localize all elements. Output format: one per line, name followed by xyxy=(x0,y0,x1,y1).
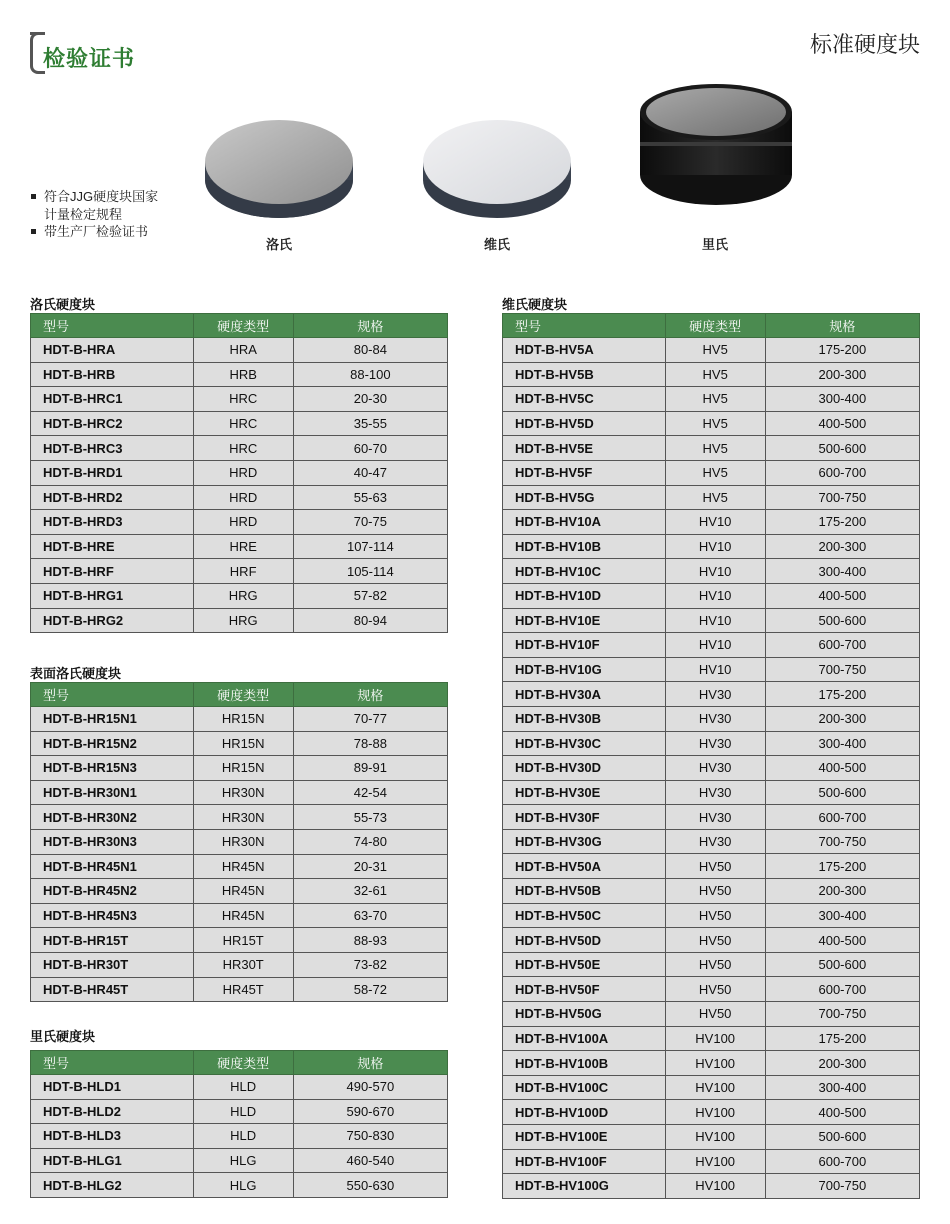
cell-range: 600-700 xyxy=(765,977,919,1002)
leeb-block-image xyxy=(636,80,796,210)
cell-type: HR45N xyxy=(193,854,293,879)
cell-range: 700-750 xyxy=(765,1002,919,1027)
table-row xyxy=(503,1125,920,1150)
cell-range: 74-80 xyxy=(293,829,447,854)
cell-type: HLG xyxy=(193,1173,293,1198)
table-row xyxy=(503,780,920,805)
table-row xyxy=(31,411,448,436)
table-row xyxy=(31,707,448,732)
table-row xyxy=(503,534,920,559)
cell-type: HV10 xyxy=(665,633,765,658)
cell-type: HV30 xyxy=(665,731,765,756)
cell-type: HV30 xyxy=(665,780,765,805)
cell-type: HV10 xyxy=(665,510,765,535)
cell-range: 20-31 xyxy=(293,854,447,879)
cell-range: 200-300 xyxy=(765,879,919,904)
table-row xyxy=(31,731,448,756)
cell-model: HDT-B-HLG1 xyxy=(31,1148,194,1173)
cell-type: HV100 xyxy=(665,1075,765,1100)
table-row xyxy=(31,805,448,830)
cell-type: HV5 xyxy=(665,436,765,461)
table-row xyxy=(503,1075,920,1100)
cell-range: 600-700 xyxy=(765,633,919,658)
cell-type: HRC xyxy=(193,436,293,461)
cell-model: HDT-B-HR45T xyxy=(31,977,194,1002)
cell-type: HRD xyxy=(193,460,293,485)
cell-range: 70-77 xyxy=(293,707,447,732)
cell-range: 175-200 xyxy=(765,682,919,707)
table-row xyxy=(503,805,920,830)
cell-range: 400-500 xyxy=(765,411,919,436)
table-row xyxy=(503,1100,920,1125)
page-title: 标准硬度块 xyxy=(809,32,920,57)
cell-range: 500-600 xyxy=(765,608,919,633)
cell-range: 175-200 xyxy=(765,854,919,879)
cell-range: 58-72 xyxy=(293,977,447,1002)
column-header-range: 规格 xyxy=(293,1051,447,1075)
vickers-section-title: 维氏硬度块 xyxy=(502,297,568,312)
table-row xyxy=(503,829,920,854)
column-header-type: 硬度类型 xyxy=(193,1051,293,1075)
product-caption: 洛氏 xyxy=(265,237,292,252)
cell-range: 500-600 xyxy=(765,1125,919,1150)
cell-type: HR45T xyxy=(193,977,293,1002)
table-row xyxy=(31,952,448,977)
table-row xyxy=(31,460,448,485)
cell-type: HV30 xyxy=(665,682,765,707)
cell-type: HV30 xyxy=(665,805,765,830)
table-row xyxy=(31,583,448,608)
cell-model: HDT-B-HV50A xyxy=(503,854,666,879)
table-row xyxy=(503,1026,920,1051)
cell-range: 300-400 xyxy=(765,1075,919,1100)
table-row xyxy=(503,928,920,953)
table-row xyxy=(503,731,920,756)
table-row xyxy=(503,633,920,658)
cell-type: HRG xyxy=(193,608,293,633)
cell-model: HDT-B-HRD2 xyxy=(31,485,194,510)
cell-model: HDT-B-HV30C xyxy=(503,731,666,756)
table-row xyxy=(31,854,448,879)
cell-model: HDT-B-HV10A xyxy=(503,510,666,535)
cell-range: 200-300 xyxy=(765,534,919,559)
cell-model: HDT-B-HV5A xyxy=(503,338,666,363)
table-row xyxy=(503,1002,920,1027)
cell-type: HV10 xyxy=(665,583,765,608)
cell-range: 400-500 xyxy=(765,1100,919,1125)
cell-model: HDT-B-HR45N3 xyxy=(31,903,194,928)
cell-type: HLD xyxy=(193,1099,293,1124)
cell-range: 175-200 xyxy=(765,1026,919,1051)
table-row xyxy=(503,436,920,461)
table-row xyxy=(31,1075,448,1100)
table-row xyxy=(503,977,920,1002)
cell-type: HV10 xyxy=(665,559,765,584)
cell-range: 460-540 xyxy=(293,1148,447,1173)
rockwell-table xyxy=(30,313,448,633)
column-header-range: 规格 xyxy=(293,683,447,707)
cell-model: HDT-B-HR15N2 xyxy=(31,731,194,756)
cell-type: HR30N xyxy=(193,805,293,830)
table-row xyxy=(503,411,920,436)
cell-model: HDT-B-HR15N3 xyxy=(31,756,194,781)
cell-range: 300-400 xyxy=(765,903,919,928)
cell-type: HRD xyxy=(193,510,293,535)
cell-type: HV10 xyxy=(665,657,765,682)
cell-range: 700-750 xyxy=(765,829,919,854)
cell-type: HRB xyxy=(193,362,293,387)
cell-range: 88-100 xyxy=(293,362,447,387)
table-row xyxy=(503,952,920,977)
cell-range: 300-400 xyxy=(765,731,919,756)
certificate-logo xyxy=(30,30,150,72)
product-caption: 里氏 xyxy=(701,237,728,252)
cell-model: HDT-B-HR30N1 xyxy=(31,780,194,805)
cell-type: HR30N xyxy=(193,780,293,805)
cell-model: HDT-B-HLG2 xyxy=(31,1173,194,1198)
cell-model: HDT-B-HR45N2 xyxy=(31,879,194,904)
cell-model: HDT-B-HV30B xyxy=(503,706,666,731)
logo-text: 检验证书 xyxy=(43,46,136,71)
table-row xyxy=(503,460,920,485)
cell-range: 80-84 xyxy=(293,338,447,363)
table-row xyxy=(503,756,920,781)
cell-range: 20-30 xyxy=(293,387,447,412)
vickers-table xyxy=(502,313,920,1199)
leeb-table xyxy=(30,1050,448,1198)
table-row xyxy=(31,362,448,387)
cell-type: HRE xyxy=(193,534,293,559)
cell-type: HRD xyxy=(193,485,293,510)
feature-item: 符合JJG硬度块国家 xyxy=(30,188,158,206)
cell-type: HLD xyxy=(193,1075,293,1100)
cell-model: HDT-B-HLD3 xyxy=(31,1124,194,1149)
cell-type: HV100 xyxy=(665,1125,765,1150)
table-row xyxy=(31,1173,448,1198)
superficial-section-title: 表面洛氏硬度块 xyxy=(30,666,122,681)
cell-model: HDT-B-HV50F xyxy=(503,977,666,1002)
cell-type: HV5 xyxy=(665,485,765,510)
cell-range: 400-500 xyxy=(765,583,919,608)
table-row xyxy=(503,559,920,584)
table-row xyxy=(503,682,920,707)
cell-type: HV50 xyxy=(665,854,765,879)
cell-type: HLD xyxy=(193,1124,293,1149)
cell-model: HDT-B-HV10B xyxy=(503,534,666,559)
cell-range: 400-500 xyxy=(765,756,919,781)
cell-model: HDT-B-HRD1 xyxy=(31,460,194,485)
cell-model: HDT-B-HRC2 xyxy=(31,411,194,436)
rockwell-block-image xyxy=(200,110,358,220)
cell-model: HDT-B-HRA xyxy=(31,338,194,363)
cell-range: 550-630 xyxy=(293,1173,447,1198)
cell-model: HDT-B-HLD1 xyxy=(31,1075,194,1100)
table-row xyxy=(503,387,920,412)
cell-range: 200-300 xyxy=(765,706,919,731)
cell-type: HV100 xyxy=(665,1100,765,1125)
cell-range: 400-500 xyxy=(765,928,919,953)
cell-range: 57-82 xyxy=(293,583,447,608)
table-row xyxy=(503,706,920,731)
cell-model: HDT-B-HV50B xyxy=(503,879,666,904)
cell-type: HR45N xyxy=(193,903,293,928)
cell-model: HDT-B-HRD3 xyxy=(31,510,194,535)
cell-model: HDT-B-HV50E xyxy=(503,952,666,977)
table-row xyxy=(31,534,448,559)
table-row xyxy=(31,485,448,510)
cell-type: HV5 xyxy=(665,387,765,412)
table-row xyxy=(503,362,920,387)
cell-model: HDT-B-HV10D xyxy=(503,583,666,608)
cell-range: 750-830 xyxy=(293,1124,447,1149)
table-row xyxy=(31,338,448,363)
cell-type: HR15N xyxy=(193,707,293,732)
cell-model: HDT-B-HV5G xyxy=(503,485,666,510)
table-row xyxy=(503,854,920,879)
cell-range: 42-54 xyxy=(293,780,447,805)
cell-model: HDT-B-HV30E xyxy=(503,780,666,805)
cell-model: HDT-B-HV10E xyxy=(503,608,666,633)
column-header-type: 硬度类型 xyxy=(193,314,293,338)
cell-model: HDT-B-HV50D xyxy=(503,928,666,953)
cell-type: HRA xyxy=(193,338,293,363)
cell-model: HDT-B-HR30N2 xyxy=(31,805,194,830)
table-row xyxy=(31,436,448,461)
cell-range: 73-82 xyxy=(293,952,447,977)
cell-type: HV5 xyxy=(665,362,765,387)
table-header-row xyxy=(503,314,920,338)
cell-range: 700-750 xyxy=(765,657,919,682)
cell-model: HDT-B-HRB xyxy=(31,362,194,387)
superficial-rockwell-table xyxy=(30,682,448,1002)
column-header-model: 型号 xyxy=(31,314,194,338)
cell-model: HDT-B-HV10F xyxy=(503,633,666,658)
cell-type: HR45N xyxy=(193,879,293,904)
cell-type: HV10 xyxy=(665,534,765,559)
feature-item: 带生产厂检验证书 xyxy=(30,223,158,241)
table-row xyxy=(31,829,448,854)
cell-type: HV10 xyxy=(665,608,765,633)
table-row xyxy=(31,559,448,584)
cell-model: HDT-B-HV10C xyxy=(503,559,666,584)
cell-model: HDT-B-HV100C xyxy=(503,1075,666,1100)
cell-model: HDT-B-HRG2 xyxy=(31,608,194,633)
cell-type: HV100 xyxy=(665,1026,765,1051)
column-header-model: 型号 xyxy=(31,1051,194,1075)
cell-range: 300-400 xyxy=(765,559,919,584)
cell-type: HV50 xyxy=(665,952,765,977)
table-row xyxy=(503,879,920,904)
cell-type: HV100 xyxy=(665,1174,765,1199)
cell-range: 63-70 xyxy=(293,903,447,928)
cell-type: HV30 xyxy=(665,706,765,731)
cell-type: HV50 xyxy=(665,903,765,928)
table-row xyxy=(503,485,920,510)
cell-model: HDT-B-HV5D xyxy=(503,411,666,436)
cell-type: HV100 xyxy=(665,1149,765,1174)
leeb-section-title: 里氏硬度块 xyxy=(30,1029,96,1044)
cell-type: HR15N xyxy=(193,756,293,781)
cell-type: HV5 xyxy=(665,460,765,485)
feature-list xyxy=(30,188,158,241)
cell-model: HDT-B-HRG1 xyxy=(31,583,194,608)
cell-range: 600-700 xyxy=(765,1149,919,1174)
cell-type: HR30N xyxy=(193,829,293,854)
table-row xyxy=(503,657,920,682)
cell-model: HDT-B-HV100E xyxy=(503,1125,666,1150)
cell-type: HV30 xyxy=(665,756,765,781)
cell-model: HDT-B-HV5C xyxy=(503,387,666,412)
table-row xyxy=(31,510,448,535)
cell-range: 700-750 xyxy=(765,1174,919,1199)
cell-range: 590-670 xyxy=(293,1099,447,1124)
cell-range: 78-88 xyxy=(293,731,447,756)
vickers-block-image xyxy=(418,110,576,220)
cell-type: HRC xyxy=(193,387,293,412)
cell-model: HDT-B-HV30A xyxy=(503,682,666,707)
cell-type: HRF xyxy=(193,559,293,584)
table-row xyxy=(31,903,448,928)
cell-range: 55-73 xyxy=(293,805,447,830)
table-row xyxy=(503,338,920,363)
cell-range: 600-700 xyxy=(765,805,919,830)
cell-type: HV50 xyxy=(665,928,765,953)
cell-model: HDT-B-HV30D xyxy=(503,756,666,781)
table-header-row xyxy=(31,314,448,338)
table-header-row xyxy=(31,683,448,707)
cell-range: 105-114 xyxy=(293,559,447,584)
table-header-row xyxy=(31,1051,448,1075)
cell-model: HDT-B-HR15N1 xyxy=(31,707,194,732)
cell-model: HDT-B-HV100F xyxy=(503,1149,666,1174)
cell-type: HV50 xyxy=(665,977,765,1002)
cell-model: HDT-B-HR15T xyxy=(31,928,194,953)
cell-range: 175-200 xyxy=(765,510,919,535)
cell-type: HV50 xyxy=(665,879,765,904)
cell-range: 175-200 xyxy=(765,338,919,363)
cell-model: HDT-B-HV100G xyxy=(503,1174,666,1199)
table-row xyxy=(31,756,448,781)
cell-type: HR15N xyxy=(193,731,293,756)
cell-model: HDT-B-HRC3 xyxy=(31,436,194,461)
table-row xyxy=(503,1051,920,1076)
cell-model: HDT-B-HV10G xyxy=(503,657,666,682)
table-row xyxy=(503,510,920,535)
cell-type: HR15T xyxy=(193,928,293,953)
cell-range: 88-93 xyxy=(293,928,447,953)
cell-range: 89-91 xyxy=(293,756,447,781)
column-header-range: 规格 xyxy=(765,314,919,338)
cell-model: HDT-B-HV5E xyxy=(503,436,666,461)
table-row xyxy=(31,387,448,412)
cell-model: HDT-B-HRC1 xyxy=(31,387,194,412)
cell-model: HDT-B-HV100B xyxy=(503,1051,666,1076)
cell-model: HDT-B-HV100A xyxy=(503,1026,666,1051)
cell-type: HR30T xyxy=(193,952,293,977)
cell-range: 55-63 xyxy=(293,485,447,510)
cell-model: HDT-B-HV50G xyxy=(503,1002,666,1027)
table-row xyxy=(31,879,448,904)
cell-model: HDT-B-HV100D xyxy=(503,1100,666,1125)
cell-range: 35-55 xyxy=(293,411,447,436)
table-row xyxy=(503,1174,920,1199)
column-header-model: 型号 xyxy=(31,683,194,707)
table-row xyxy=(503,903,920,928)
cell-model: HDT-B-HRF xyxy=(31,559,194,584)
cell-range: 200-300 xyxy=(765,1051,919,1076)
table-row xyxy=(31,1124,448,1149)
cell-range: 70-75 xyxy=(293,510,447,535)
table-row xyxy=(31,1148,448,1173)
cell-model: HDT-B-HV30G xyxy=(503,829,666,854)
column-header-type: 硬度类型 xyxy=(193,683,293,707)
feature-item-continuation: 计量检定规程 xyxy=(44,206,123,222)
table-row xyxy=(31,977,448,1002)
cell-model: HDT-B-HV5F xyxy=(503,460,666,485)
cell-model: HDT-B-HRE xyxy=(31,534,194,559)
cell-type: HV5 xyxy=(665,338,765,363)
cell-range: 40-47 xyxy=(293,460,447,485)
cell-range: 32-61 xyxy=(293,879,447,904)
cell-type: HRC xyxy=(193,411,293,436)
table-row xyxy=(503,583,920,608)
cell-range: 500-600 xyxy=(765,780,919,805)
cell-range: 200-300 xyxy=(765,362,919,387)
cell-range: 490-570 xyxy=(293,1075,447,1100)
cell-model: HDT-B-HLD2 xyxy=(31,1099,194,1124)
table-row xyxy=(31,928,448,953)
table-row xyxy=(503,608,920,633)
cell-model: HDT-B-HV5B xyxy=(503,362,666,387)
product-caption: 维氏 xyxy=(483,237,510,252)
cell-type: HV100 xyxy=(665,1051,765,1076)
cell-model: HDT-B-HV30F xyxy=(503,805,666,830)
cell-type: HV50 xyxy=(665,1002,765,1027)
table-row xyxy=(31,780,448,805)
cell-type: HV5 xyxy=(665,411,765,436)
table-row xyxy=(31,608,448,633)
cell-range: 107-114 xyxy=(293,534,447,559)
cell-range: 500-600 xyxy=(765,952,919,977)
cell-range: 600-700 xyxy=(765,460,919,485)
cell-model: HDT-B-HR45N1 xyxy=(31,854,194,879)
rockwell-section-title: 洛氏硬度块 xyxy=(30,297,96,312)
cell-model: HDT-B-HR30N3 xyxy=(31,829,194,854)
cell-model: HDT-B-HR30T xyxy=(31,952,194,977)
cell-model: HDT-B-HV50C xyxy=(503,903,666,928)
column-header-model: 型号 xyxy=(503,314,666,338)
column-header-type: 硬度类型 xyxy=(665,314,765,338)
cell-range: 700-750 xyxy=(765,485,919,510)
cell-range: 80-94 xyxy=(293,608,447,633)
cell-range: 500-600 xyxy=(765,436,919,461)
cell-type: HLG xyxy=(193,1148,293,1173)
table-row xyxy=(31,1099,448,1124)
cell-range: 60-70 xyxy=(293,436,447,461)
cell-type: HV30 xyxy=(665,829,765,854)
table-row xyxy=(503,1149,920,1174)
cell-type: HRG xyxy=(193,583,293,608)
cell-range: 300-400 xyxy=(765,387,919,412)
column-header-range: 规格 xyxy=(293,314,447,338)
